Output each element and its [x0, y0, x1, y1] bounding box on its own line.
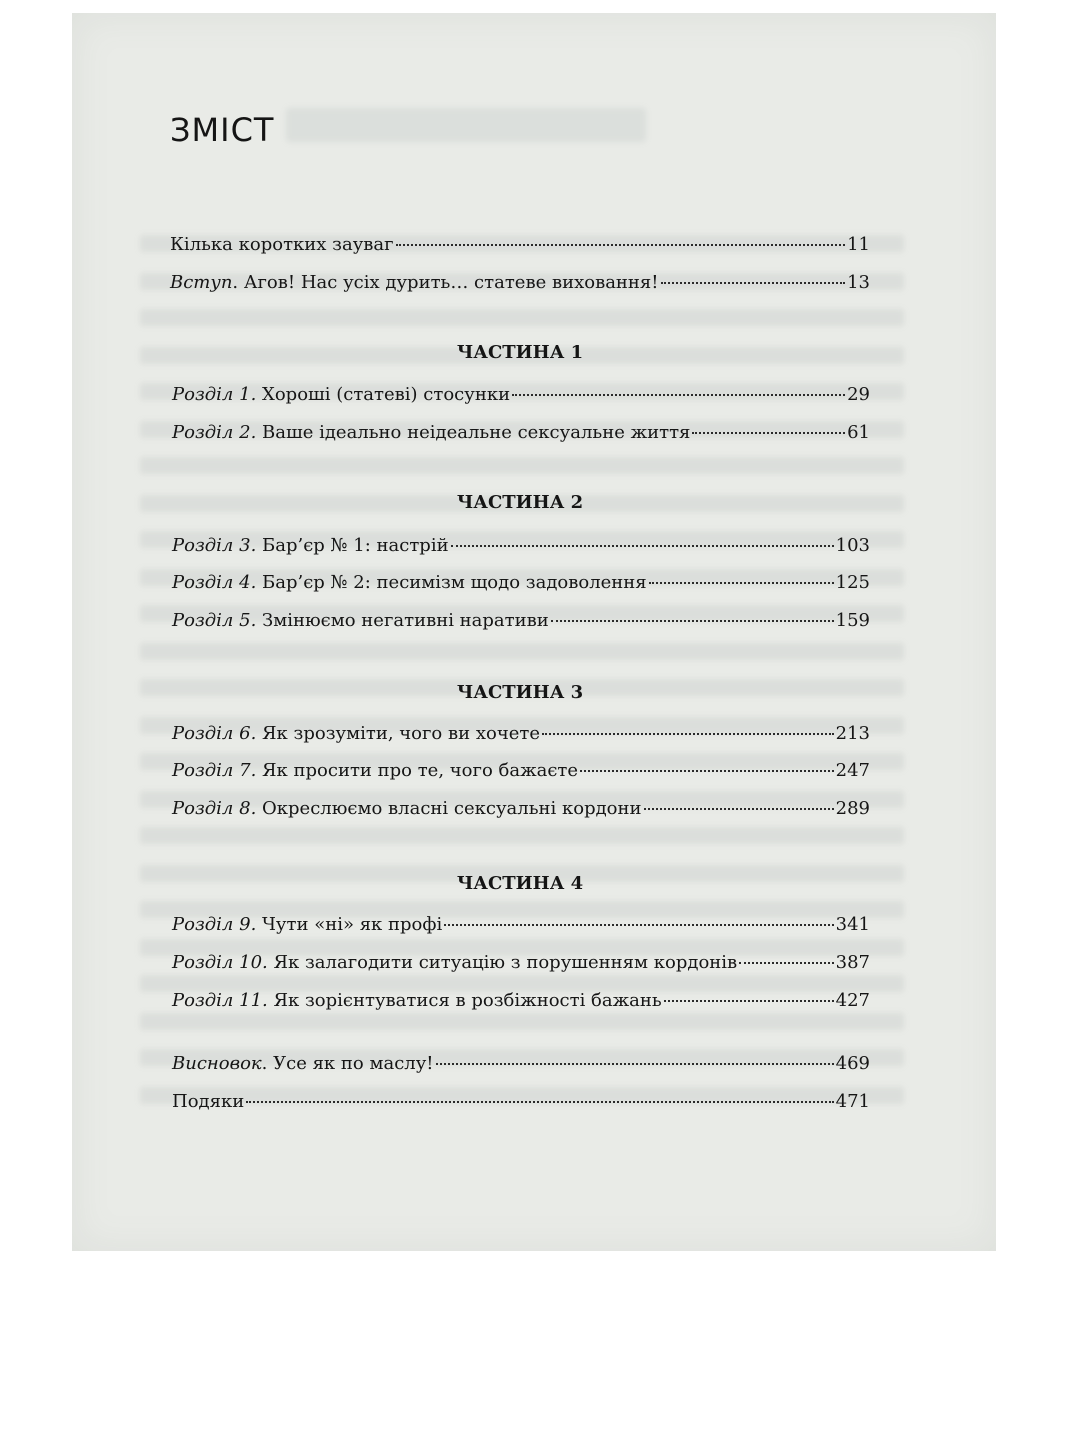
toc-entry-label: Розділ 5. Змінюємо негативні наративи [172, 610, 549, 631]
toc-entry-page: 159 [835, 610, 870, 631]
toc-entry-label: Висновок. Усе як по маслу! [172, 1053, 434, 1074]
toc-entry-page: 387 [835, 952, 870, 973]
toc-entry [172, 990, 870, 1011]
part-heading: ЧАСТИНА 3 [456, 682, 584, 703]
dot-leader [436, 1063, 834, 1065]
dot-leader [661, 282, 846, 284]
toc-entry [172, 1053, 870, 1074]
dot-leader [512, 394, 845, 396]
toc-entry-label: Подяки [172, 1091, 245, 1112]
toc-entry-label: Розділ 10. Як залагодити ситуацію з порушенням кордонів [172, 952, 738, 973]
toc-entry-page: 341 [835, 914, 870, 935]
toc-entry-page: 13 [847, 272, 870, 293]
toc-entry [172, 952, 870, 973]
toc-entry-page: 213 [835, 723, 870, 744]
toc-entry [172, 384, 870, 405]
book-page [72, 13, 996, 1251]
toc-entry [172, 1091, 870, 1112]
toc-entry [172, 723, 870, 744]
toc-entry-label: Розділ 1. Хороші (статеві) стосунки [172, 384, 511, 405]
toc-entry [170, 272, 870, 293]
toc-entry-page: 11 [847, 234, 870, 255]
toc-entry-label: Розділ 4. Бар’єр № 2: песимізм щодо задоволення [172, 572, 647, 593]
toc-entry-page: 471 [835, 1091, 870, 1112]
toc-entry-page: 61 [847, 422, 870, 443]
toc-title: ЗМІСТ [170, 111, 275, 149]
toc-entry [172, 535, 870, 556]
dot-leader [451, 545, 834, 547]
dot-leader [644, 808, 834, 810]
toc-entry-label: Розділ 6. Як зрозуміти, чого ви хочете [172, 723, 540, 744]
toc-entry [172, 760, 870, 781]
toc-entry-label: Розділ 3. Бар’єр № 1: настрій [172, 535, 449, 556]
toc-entry-label: Розділ 7. Як просити про те, чого бажаєте [172, 760, 579, 781]
part-heading: ЧАСТИНА 4 [456, 873, 584, 894]
dot-leader [396, 244, 846, 246]
toc-entry-label: Кілька коротких зауваг [170, 234, 394, 255]
toc-entry-label: Розділ 2. Ваше ідеально неідеальне сексуальне життя [172, 422, 691, 443]
dot-leader [739, 962, 833, 964]
toc-entry [172, 422, 870, 443]
dot-leader [692, 432, 845, 434]
toc-entry-page: 103 [835, 535, 870, 556]
toc-entry-page: 29 [847, 384, 870, 405]
dot-leader [649, 582, 834, 584]
part-heading: ЧАСТИНА 1 [456, 342, 584, 363]
part-heading: ЧАСТИНА 2 [456, 492, 584, 513]
toc-entry-page: 289 [835, 798, 870, 819]
toc-entry-page: 247 [835, 760, 870, 781]
toc-entry [172, 610, 870, 631]
toc-entry-label: Розділ 11. Як зорієнтуватися в розбіжності бажань [172, 990, 662, 1011]
toc-entry-label: Розділ 8. Окреслюємо власні сексуальні кордони [172, 798, 642, 819]
toc-entry-label: Вступ. Агов! Нас усіх дурить… статеве виховання! [170, 272, 659, 293]
toc-entry [172, 572, 870, 593]
toc-entry [172, 798, 870, 819]
toc-entry-page: 125 [835, 572, 870, 593]
dot-leader [246, 1101, 833, 1103]
dot-leader [444, 924, 833, 926]
dot-leader [580, 770, 834, 772]
toc-entry [172, 914, 870, 935]
dot-leader [551, 620, 834, 622]
toc-entry-page: 427 [835, 990, 870, 1011]
dot-leader [542, 733, 834, 735]
toc-entry-label: Розділ 9. Чути «ні» як профі [172, 914, 443, 935]
dot-leader [664, 1000, 834, 1002]
toc-entry-page: 469 [835, 1053, 870, 1074]
toc-entry [170, 234, 870, 255]
